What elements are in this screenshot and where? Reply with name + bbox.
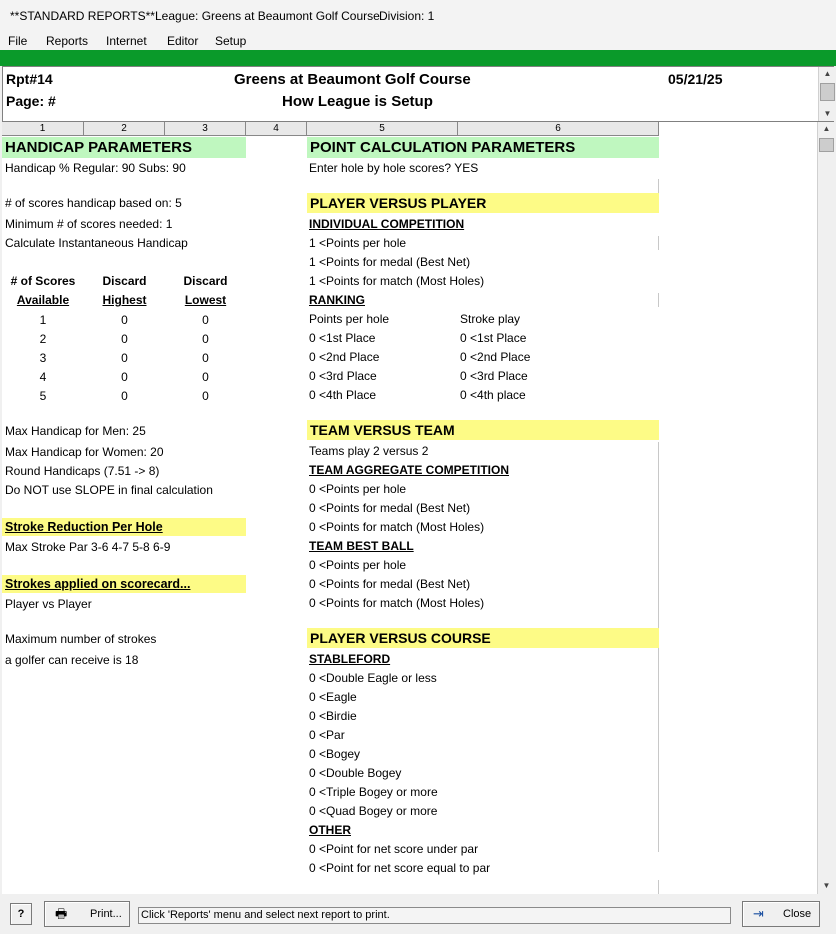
guide-line bbox=[658, 236, 659, 250]
max-strokes-line2: a golfer can receive is 18 bbox=[5, 653, 139, 667]
other-heading: OTHER bbox=[309, 823, 351, 837]
ranking-col1-heading: Points per hole bbox=[309, 312, 390, 326]
report-date: 05/21/25 bbox=[668, 71, 723, 87]
table-cell: 0 bbox=[121, 332, 128, 346]
table-cell: 0 bbox=[202, 370, 209, 384]
table-cell: 1 bbox=[39, 313, 47, 327]
green-bar bbox=[0, 50, 836, 66]
scroll-up-icon[interactable]: ▲ bbox=[823, 69, 832, 78]
table-cell: 3 bbox=[39, 351, 47, 365]
table-cell: 0 bbox=[202, 351, 209, 365]
teams-play: Teams play 2 versus 2 bbox=[309, 444, 429, 458]
report-body bbox=[2, 122, 834, 894]
table-cell: 5 bbox=[39, 389, 47, 403]
table-cell: 0 bbox=[121, 351, 128, 365]
list-item: 0 <1st Place bbox=[309, 331, 376, 345]
ranking-col2-heading: Stroke play bbox=[460, 312, 521, 326]
pvc-heading: PLAYER VERSUS COURSE bbox=[307, 628, 659, 648]
division-label: Division: 1 bbox=[379, 9, 435, 23]
app-title: **STANDARD REPORTS** bbox=[10, 9, 155, 23]
table-header: Available bbox=[16, 293, 70, 307]
list-item: 0 <Triple Bogey or more bbox=[309, 785, 438, 799]
table-cell: 0 bbox=[202, 332, 209, 346]
table-header: # of Scores bbox=[10, 274, 76, 288]
menu-setup[interactable]: Setup bbox=[215, 34, 247, 48]
stroke-reduction-heading: Stroke Reduction Per Hole bbox=[2, 518, 246, 536]
menu-internet[interactable]: Internet bbox=[106, 34, 147, 48]
table-cell: 0 bbox=[121, 389, 128, 403]
list-item: 1 <Points per hole bbox=[309, 236, 407, 250]
list-item: 0 <Points for medal (Best Net) bbox=[309, 501, 471, 515]
list-item: 0 <Quad Bogey or more bbox=[309, 804, 438, 818]
list-item: 0 <Double Bogey bbox=[309, 766, 402, 780]
list-item: 0 <Points per hole bbox=[309, 558, 407, 572]
print-button-label: Print... bbox=[90, 908, 122, 920]
points-heading: POINT CALCULATION PARAMETERS bbox=[307, 137, 659, 158]
tvt-heading: TEAM VERSUS TEAM bbox=[307, 420, 659, 440]
table-cell: 2 bbox=[39, 332, 47, 346]
stableford-heading: STABLEFORD bbox=[309, 652, 391, 666]
print-button[interactable] bbox=[44, 901, 130, 927]
list-item: 0 <Points for match (Most Holes) bbox=[309, 596, 485, 610]
list-item: 0 <Point for net score under par bbox=[309, 842, 479, 856]
menu-editor[interactable]: Editor bbox=[167, 34, 199, 48]
max-women: Max Handicap for Women: 20 bbox=[5, 445, 164, 459]
table-cell: 0 bbox=[121, 313, 128, 327]
hole-scores: Enter hole by hole scores? YES bbox=[309, 161, 479, 175]
list-item: 0 <2nd Place bbox=[309, 350, 380, 364]
report-title: Greens at Beaumont Golf Course bbox=[234, 71, 471, 88]
scroll-down-icon[interactable]: ▼ bbox=[822, 881, 831, 890]
table-header: Discard bbox=[102, 274, 147, 288]
slope-note: Do NOT use SLOPE in final calculation bbox=[5, 483, 213, 497]
menu-reports[interactable]: Reports bbox=[46, 34, 89, 48]
max-strokes-line1: Maximum number of strokes bbox=[5, 632, 157, 646]
header-scroll-thumb[interactable] bbox=[820, 83, 835, 101]
list-item: 0 <2nd Place bbox=[460, 350, 531, 364]
handicap-heading: HANDICAP PARAMETERS bbox=[2, 137, 246, 158]
list-item: 0 <3rd Place bbox=[309, 369, 377, 383]
list-item: 0 <Par bbox=[309, 728, 345, 742]
list-item: 0 <1st Place bbox=[460, 331, 527, 345]
guide-line bbox=[658, 293, 659, 307]
status-message: Click 'Reports' menu and select next report to print. bbox=[138, 907, 731, 924]
report-scrollbar[interactable] bbox=[817, 122, 834, 894]
list-item: 0 <4th Place bbox=[309, 388, 377, 402]
list-item: 1 <Points for match (Most Holes) bbox=[309, 274, 485, 288]
strokes-applied: Player vs Player bbox=[5, 597, 92, 611]
pvp-heading: PLAYER VERSUS PLAYER bbox=[307, 193, 659, 213]
list-item: 0 <Birdie bbox=[309, 709, 357, 723]
table-cell: 0 bbox=[121, 370, 128, 384]
column-header bbox=[2, 122, 659, 136]
list-item: 0 <4th place bbox=[460, 388, 526, 402]
report-header bbox=[2, 66, 834, 122]
table-cell: 4 bbox=[39, 370, 47, 384]
exit-door-icon: ⇥ bbox=[753, 906, 764, 921]
list-item: 0 <Points for match (Most Holes) bbox=[309, 520, 485, 534]
table-header: Highest bbox=[102, 293, 147, 307]
table-header: Discard bbox=[183, 274, 228, 288]
individual-heading: INDIVIDUAL COMPETITION bbox=[309, 217, 465, 231]
list-item: 0 <Point for net score equal to par bbox=[309, 861, 491, 875]
guide-line bbox=[658, 880, 659, 894]
report-subtitle: How League is Setup bbox=[282, 93, 433, 110]
stroke-reduction: Max Stroke Par 3-6 4-7 5-8 6-9 bbox=[5, 540, 171, 554]
column-4: 4 bbox=[246, 122, 307, 136]
list-item: 0 <Points per hole bbox=[309, 482, 407, 496]
title-bar bbox=[0, 0, 836, 30]
ranking-heading: RANKING bbox=[309, 293, 365, 307]
best-ball-heading: TEAM BEST BALL bbox=[309, 539, 414, 553]
page-number: Page: # bbox=[6, 93, 56, 109]
status-bar bbox=[0, 895, 836, 934]
min-scores: Minimum # of scores needed: 1 bbox=[5, 217, 173, 231]
menu-bar bbox=[0, 30, 836, 50]
max-men: Max Handicap for Men: 25 bbox=[5, 424, 146, 438]
list-item: 1 <Points for medal (Best Net) bbox=[309, 255, 471, 269]
printer-icon: 🖶 bbox=[55, 906, 68, 921]
help-button[interactable] bbox=[10, 903, 32, 925]
column-5: 5 bbox=[307, 122, 458, 136]
instant-handicap: Calculate Instantaneous Handicap bbox=[5, 236, 188, 250]
column-3: 3 bbox=[165, 122, 246, 136]
report-number: Rpt#14 bbox=[6, 71, 53, 87]
menu-file[interactable]: File bbox=[8, 34, 28, 48]
list-item: 0 <Double Eagle or less bbox=[309, 671, 437, 685]
column-2: 2 bbox=[84, 122, 165, 136]
header-scrollbar[interactable] bbox=[818, 67, 835, 121]
handicap-pct: Handicap % Regular: 90 Subs: 90 bbox=[5, 161, 186, 175]
help-icon: ? bbox=[17, 908, 25, 920]
column-6: 6 bbox=[458, 122, 659, 136]
list-item: 0 <3rd Place bbox=[460, 369, 528, 383]
aggregate-heading: TEAM AGGREGATE COMPETITION bbox=[309, 463, 509, 477]
close-button[interactable] bbox=[742, 901, 820, 927]
table-header: Lowest bbox=[184, 293, 227, 307]
league-label: League: Greens at Beaumont Golf Course bbox=[155, 9, 380, 23]
round-handicaps: Round Handicaps (7.51 -> 8) bbox=[5, 464, 160, 478]
list-item: 0 <Bogey bbox=[309, 747, 361, 761]
scores-based: # of scores handicap based on: 5 bbox=[5, 196, 182, 210]
scroll-down-icon[interactable]: ▼ bbox=[823, 109, 832, 118]
table-cell: 0 bbox=[202, 389, 209, 403]
strokes-applied-heading: Strokes applied on scorecard... bbox=[2, 575, 246, 593]
list-item: 0 <Points for medal (Best Net) bbox=[309, 577, 471, 591]
guide-line bbox=[658, 179, 659, 193]
report-scroll-thumb[interactable] bbox=[819, 138, 834, 152]
close-button-label: Close bbox=[783, 908, 812, 920]
list-item: 0 <Eagle bbox=[309, 690, 357, 704]
table-cell: 0 bbox=[202, 313, 209, 327]
column-1: 1 bbox=[2, 122, 84, 136]
scroll-up-icon[interactable]: ▲ bbox=[822, 124, 831, 133]
